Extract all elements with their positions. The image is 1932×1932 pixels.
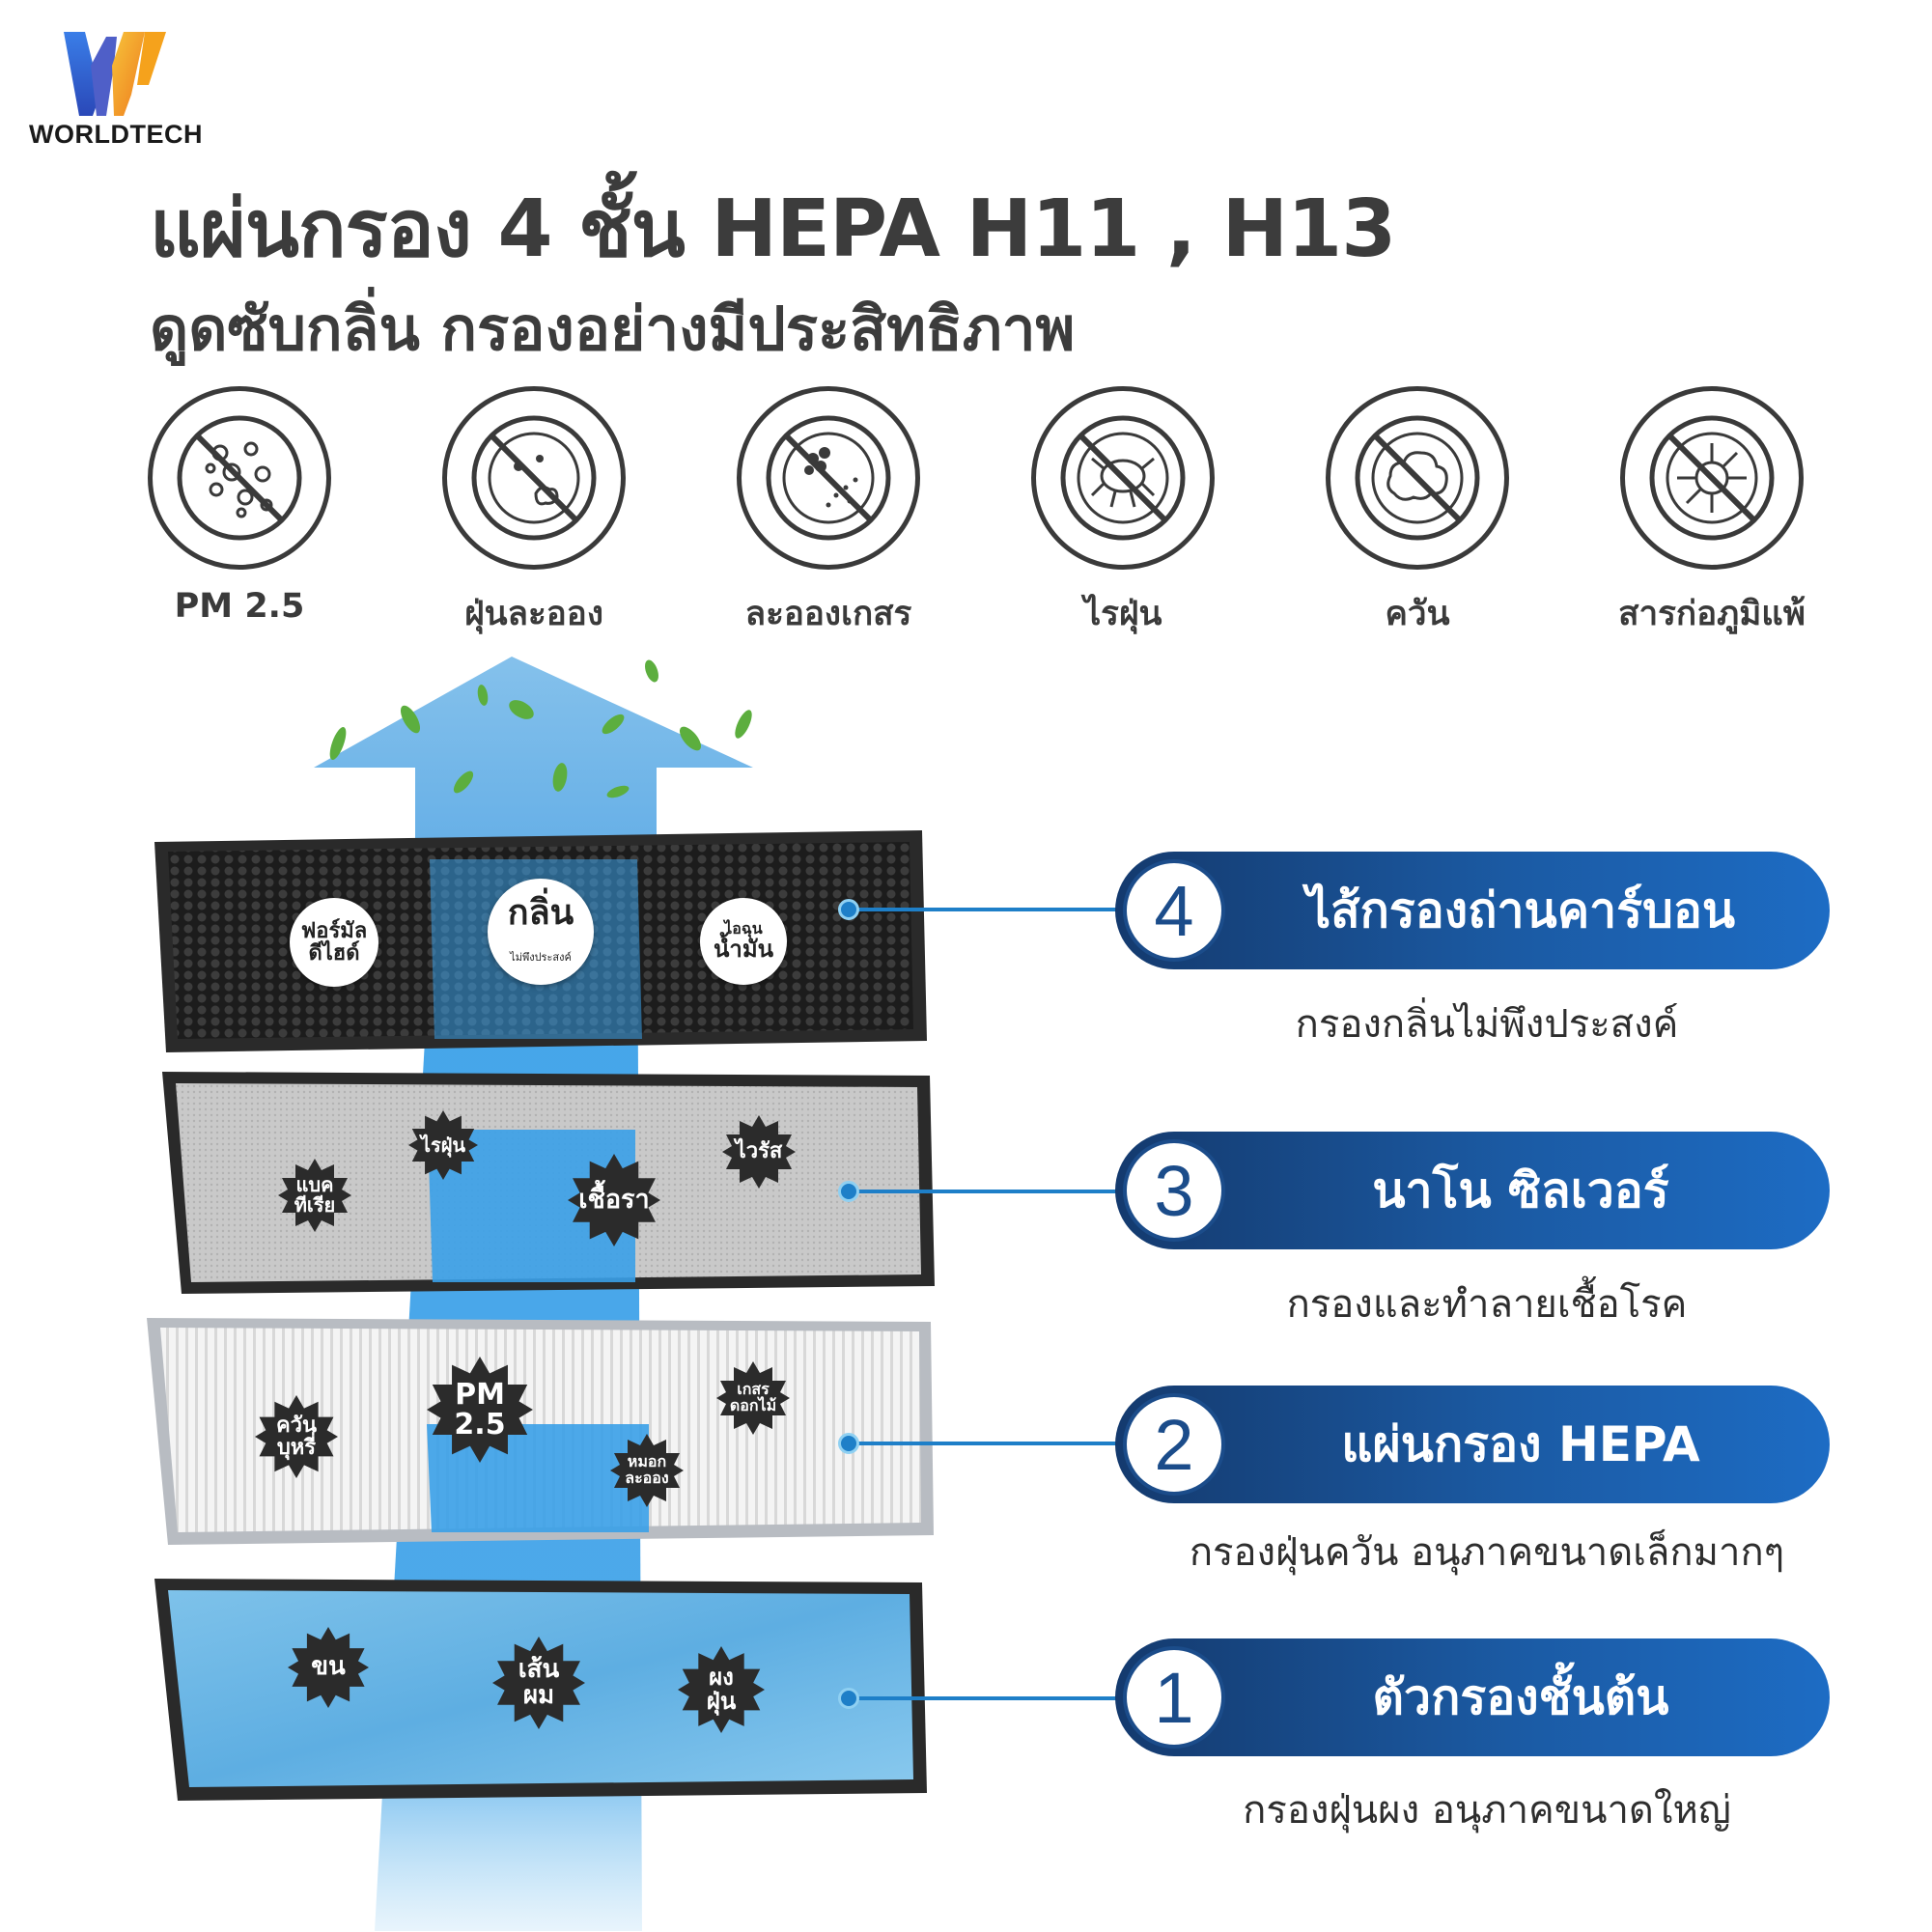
dust-mite-prohibited-icon bbox=[1031, 386, 1215, 570]
allergen-prohibited-icon bbox=[1620, 386, 1804, 570]
layer-name: ตัวกรองชั้นต้น bbox=[1372, 1668, 1669, 1725]
feature-pm25 bbox=[92, 386, 343, 637]
nano-silver-filter-panel bbox=[162, 1072, 935, 1294]
badge-fur: ขน bbox=[288, 1627, 369, 1708]
layer-number: 2 bbox=[1123, 1393, 1225, 1496]
feature-smoke bbox=[1270, 386, 1521, 637]
feature-label: ฝุ่นละออง bbox=[464, 595, 603, 633]
dust-prohibited-icon bbox=[442, 386, 626, 570]
connector-line bbox=[850, 1442, 1120, 1445]
badge-odor: กลิ่น ไม่พึงประสงค์ bbox=[488, 879, 594, 985]
pollen-prohibited-icon bbox=[737, 386, 920, 570]
feature-allergen bbox=[1564, 386, 1815, 637]
worldtech-logo bbox=[29, 27, 222, 153]
feature-dust-mite bbox=[975, 386, 1226, 637]
feature-label: ละอองเกสร bbox=[744, 595, 912, 633]
badge-fine-mist: หมอก ละออง bbox=[610, 1434, 684, 1507]
badge-dust-powder: ผง ฝุ่น bbox=[678, 1646, 765, 1733]
connector-line bbox=[850, 1696, 1120, 1700]
connector-dot bbox=[838, 1688, 859, 1709]
logo-mark-icon bbox=[64, 27, 170, 119]
layer-3-label bbox=[1115, 1132, 1830, 1249]
page-subtitle: ดูดซับกลิ่น กรองอย่างมีประสิทธิภาพ bbox=[150, 294, 1076, 364]
badge-mold: เชื้อรา bbox=[568, 1154, 660, 1246]
feature-label: PM 2.5 bbox=[174, 587, 305, 626]
badge-pollen: เกสร ดอกไม้ bbox=[716, 1361, 790, 1435]
feature-dust bbox=[386, 386, 637, 637]
feature-pollen bbox=[681, 386, 932, 637]
smoke-prohibited-icon bbox=[1326, 386, 1509, 570]
layer-name: นาโน ซิลเวอร์ bbox=[1372, 1162, 1669, 1218]
layer-3-description: กรองและทำลายเชื้อโรค bbox=[1286, 1282, 1688, 1327]
pm25-prohibited-icon bbox=[148, 386, 331, 570]
layer-number: 4 bbox=[1123, 859, 1225, 962]
layer-number: 1 bbox=[1123, 1646, 1225, 1749]
layer-2-label bbox=[1115, 1386, 1830, 1503]
connector-dot bbox=[838, 899, 859, 920]
feature-label: ไรฝุ่น bbox=[1083, 595, 1162, 633]
layer-1-label bbox=[1115, 1638, 1830, 1756]
layer-1-description: กรองฝุ่นผง อนุภาคขนาดใหญ่ bbox=[1243, 1788, 1731, 1833]
connector-dot bbox=[838, 1433, 859, 1454]
page-title: แผ่นกรอง 4 ชั้น HEPA H11 , H13 bbox=[150, 183, 1396, 275]
badge-pm25: PM 2.5 bbox=[427, 1357, 533, 1463]
badge-dust-mite: ไรฝุ่น bbox=[408, 1110, 478, 1180]
badge-oil-fumes: ไอฉุน น้ำมัน bbox=[700, 898, 787, 985]
connector-dot bbox=[838, 1181, 859, 1202]
layer-4-description: กรองกลิ่นไม่พึงประสงค์ bbox=[1295, 1002, 1679, 1047]
feature-label: สารก่อภูมิแพ้ bbox=[1618, 595, 1806, 633]
feature-label: ควัน bbox=[1385, 595, 1450, 633]
connector-line bbox=[850, 908, 1120, 911]
brand-name: WORLDTECH bbox=[29, 120, 203, 149]
badge-bacteria: แบค ทีเรีย bbox=[278, 1159, 351, 1232]
layer-2-description: กรองฝุ่นควัน อนุภาคขนาดเล็กมากๆ bbox=[1189, 1530, 1785, 1575]
badge-cigarette-smoke: ควัน บุหรี่ bbox=[255, 1395, 338, 1478]
layer-name: แผ่นกรอง HEPA bbox=[1341, 1415, 1700, 1472]
layer-number: 3 bbox=[1123, 1139, 1225, 1242]
connector-line bbox=[850, 1190, 1120, 1193]
layer-name: ไส้กรองถ่านคาร์บอน bbox=[1305, 882, 1736, 938]
badge-hair: เส้น ผม bbox=[492, 1637, 585, 1729]
carbon-filter-panel bbox=[154, 830, 927, 1052]
leaves-icon bbox=[319, 657, 772, 850]
layer-4-label bbox=[1115, 852, 1830, 969]
badge-formaldehyde: ฟอร์มัล ดีไฮด์ bbox=[290, 898, 378, 987]
pre-filter-panel bbox=[154, 1579, 927, 1801]
badge-virus: ไวรัส bbox=[722, 1115, 796, 1189]
hepa-filter-panel bbox=[147, 1318, 934, 1545]
